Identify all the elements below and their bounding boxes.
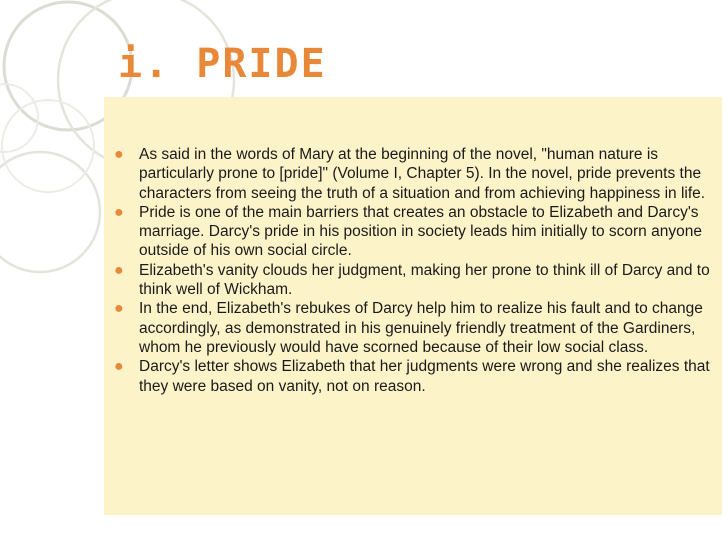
bullet-text: Elizabeth's vanity clouds her judgment, making her prone to think ill of Darcy and to think well of Wickham.	[139, 261, 710, 299]
bullet-text: Darcy's letter shows Elizabeth that her judgments were wrong and she realizes that they were based on vanity, not on reason.	[139, 358, 710, 395]
bullet-item	[114, 145, 714, 203]
bullet-icon: ●	[114, 203, 124, 221]
bullet-icon: ●	[114, 300, 124, 318]
bullet-list	[114, 145, 714, 396]
bullet-text: Pride is one of the main barriers that creates an obstacle to Elizabeth and Darcy's marriage. Darcy's pride in his position in society leads him initially to scorn anyone outside of his own social circle.	[139, 203, 702, 260]
bullet-text: In the end, Elizabeth's rebukes of Darcy help him to realize his fault and to change accordingly, as demonstrated in his genuinely friendly treatment of the Gardiners, whom he previously would have scorned because of their low social class.	[139, 300, 703, 356]
bullet-icon: ●	[114, 146, 124, 163]
bullet-item	[114, 357, 714, 396]
slide-title: i. PRIDE	[118, 41, 327, 87]
bullet-text: As said in the words of Mary at the beginning of the novel, "human nature is particularly prone to [pride]" (Volume I, Chapter 5). In the novel, pride prevents the characters from seeing the truth of a situation and from achieving happiness in life.	[139, 146, 706, 202]
bullet-item	[114, 261, 714, 300]
bullet-icon: ●	[114, 261, 124, 279]
bullet-item	[114, 299, 714, 357]
bullet-item	[114, 203, 714, 261]
bullet-icon: ●	[114, 358, 124, 376]
